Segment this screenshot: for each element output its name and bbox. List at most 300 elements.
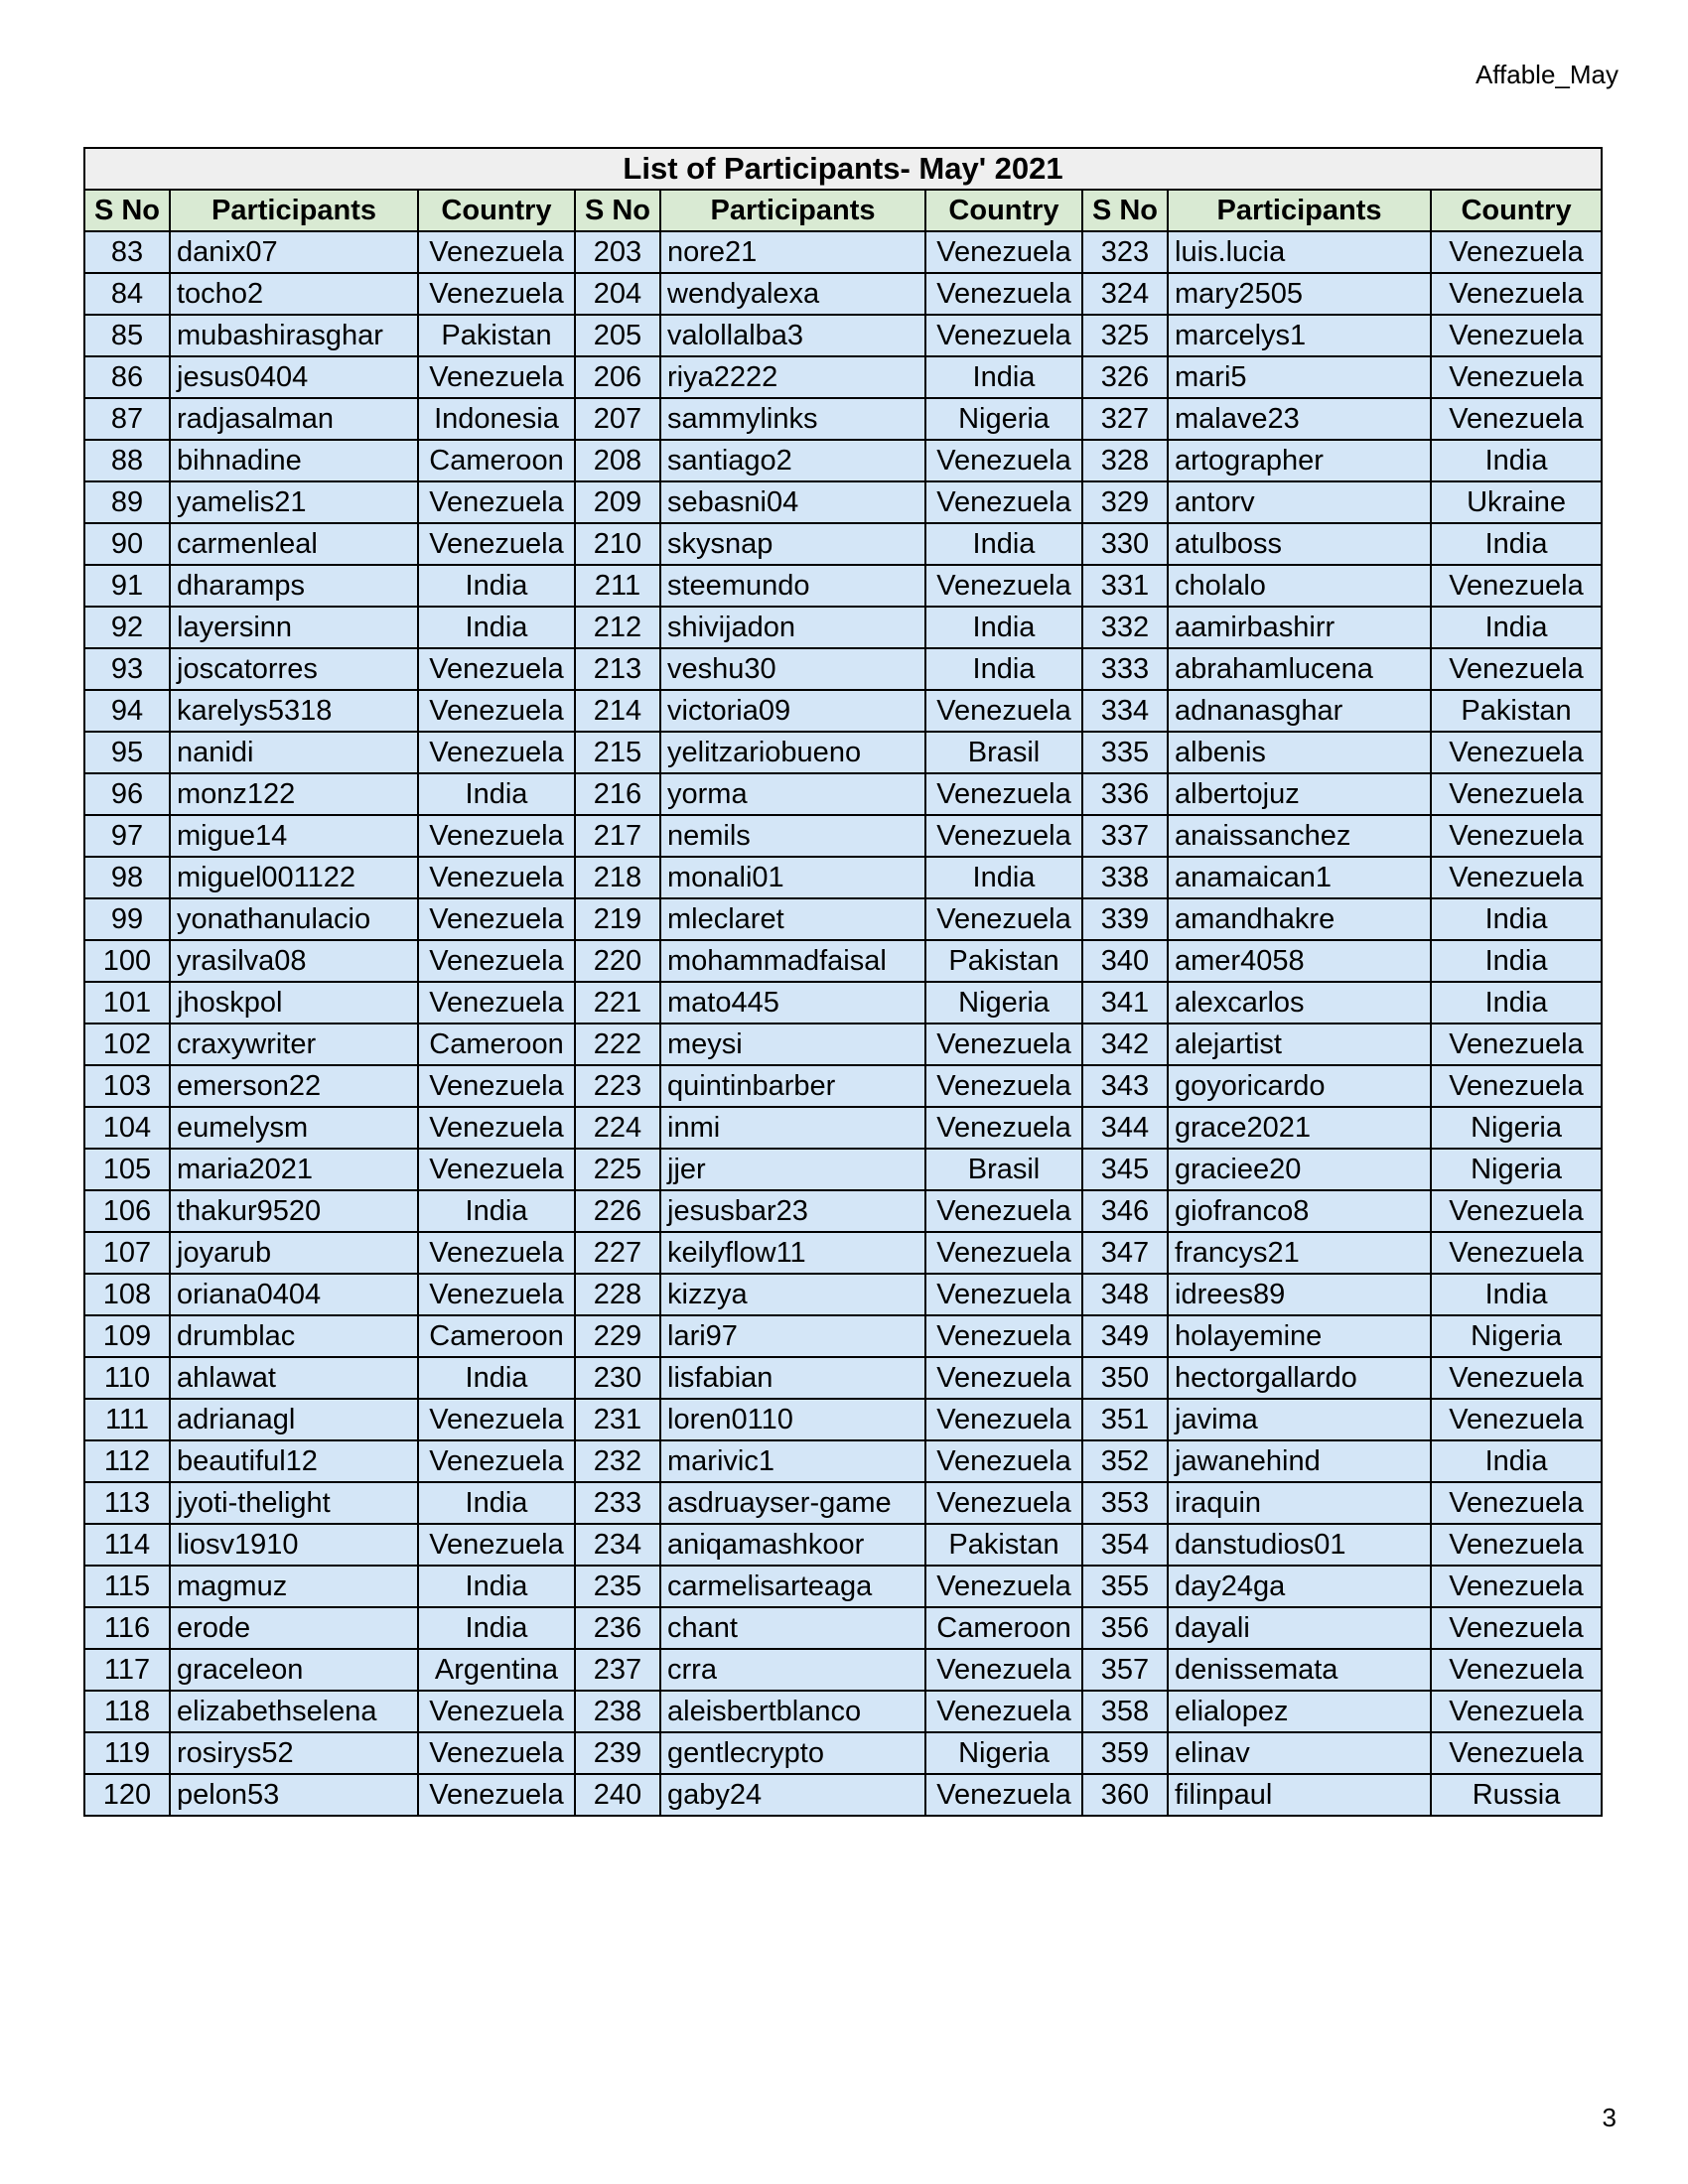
serial-number-cell: 85 (84, 315, 170, 356)
serial-number-cell: 89 (84, 481, 170, 523)
serial-number-cell: 95 (84, 732, 170, 773)
participant-cell: nemils (660, 815, 925, 857)
serial-number-cell: 353 (1082, 1482, 1168, 1524)
serial-number-cell: 211 (575, 565, 660, 607)
serial-number-cell: 88 (84, 440, 170, 481)
country-cell: Venezuela (1431, 565, 1602, 607)
participant-cell: kizzya (660, 1274, 925, 1315)
country-cell: Cameroon (418, 1315, 575, 1357)
participant-cell: goyoricardo (1168, 1065, 1431, 1107)
serial-number-cell: 348 (1082, 1274, 1168, 1315)
country-cell: India (925, 857, 1082, 898)
table-row (84, 982, 1602, 1024)
serial-number-cell: 339 (1082, 898, 1168, 940)
participant-cell: dharamps (170, 565, 418, 607)
serial-number-cell: 93 (84, 648, 170, 690)
serial-number-cell: 336 (1082, 773, 1168, 815)
serial-number-cell: 359 (1082, 1732, 1168, 1774)
participant-cell: jesusbar23 (660, 1190, 925, 1232)
participant-cell: graceleon (170, 1649, 418, 1691)
table-row (84, 1274, 1602, 1315)
serial-number-cell: 338 (1082, 857, 1168, 898)
country-cell: Venezuela (418, 1274, 575, 1315)
serial-number-cell: 340 (1082, 940, 1168, 982)
participant-cell: yorma (660, 773, 925, 815)
serial-number-cell: 330 (1082, 523, 1168, 565)
country-cell: Pakistan (418, 315, 575, 356)
serial-number-cell: 115 (84, 1566, 170, 1607)
country-cell: Venezuela (418, 982, 575, 1024)
country-cell: Venezuela (925, 1482, 1082, 1524)
participant-cell: francys21 (1168, 1232, 1431, 1274)
participant-cell: sebasni04 (660, 481, 925, 523)
participant-cell: jjer (660, 1149, 925, 1190)
serial-number-cell: 222 (575, 1024, 660, 1065)
participant-cell: rosirys52 (170, 1732, 418, 1774)
country-cell: Venezuela (1431, 773, 1602, 815)
table-row (84, 1774, 1602, 1816)
table-row (84, 1399, 1602, 1440)
serial-number-cell: 345 (1082, 1149, 1168, 1190)
country-cell: Venezuela (925, 1440, 1082, 1482)
country-cell: Venezuela (1431, 1607, 1602, 1649)
participant-cell: jesus0404 (170, 356, 418, 398)
country-cell: Pakistan (925, 1524, 1082, 1566)
serial-number-cell: 347 (1082, 1232, 1168, 1274)
country-cell: India (418, 1607, 575, 1649)
country-cell: Venezuela (418, 1774, 575, 1816)
table-row (84, 1649, 1602, 1691)
serial-number-cell: 205 (575, 315, 660, 356)
serial-number-cell: 226 (575, 1190, 660, 1232)
serial-number-cell: 349 (1082, 1315, 1168, 1357)
participant-cell: atulboss (1168, 523, 1431, 565)
serial-number-cell: 100 (84, 940, 170, 982)
serial-number-cell: 337 (1082, 815, 1168, 857)
country-cell: India (1431, 1440, 1602, 1482)
country-cell: India (925, 356, 1082, 398)
country-cell: Venezuela (418, 1440, 575, 1482)
serial-number-cell: 117 (84, 1649, 170, 1691)
table-row (84, 1315, 1602, 1357)
serial-number-cell: 110 (84, 1357, 170, 1399)
serial-number-cell: 230 (575, 1357, 660, 1399)
participant-cell: emerson22 (170, 1065, 418, 1107)
country-cell: Venezuela (925, 1107, 1082, 1149)
participant-cell: cholalo (1168, 565, 1431, 607)
participant-cell: elizabethselena (170, 1691, 418, 1732)
column-header: Country (418, 190, 575, 231)
country-cell: India (1431, 982, 1602, 1024)
serial-number-cell: 231 (575, 1399, 660, 1440)
country-cell: Venezuela (418, 1065, 575, 1107)
country-cell: India (418, 1482, 575, 1524)
table-row (84, 1065, 1602, 1107)
participant-cell: monali01 (660, 857, 925, 898)
country-cell: Cameroon (418, 1024, 575, 1065)
participant-cell: beautiful12 (170, 1440, 418, 1482)
table-row (84, 1732, 1602, 1774)
serial-number-cell: 119 (84, 1732, 170, 1774)
country-cell: Venezuela (1431, 231, 1602, 273)
participant-cell: mari5 (1168, 356, 1431, 398)
participant-cell: iraquin (1168, 1482, 1431, 1524)
serial-number-cell: 218 (575, 857, 660, 898)
serial-number-cell: 335 (1082, 732, 1168, 773)
column-header-row (84, 190, 1602, 231)
country-cell: Venezuela (925, 898, 1082, 940)
serial-number-cell: 329 (1082, 481, 1168, 523)
serial-number-cell: 97 (84, 815, 170, 857)
serial-number-cell: 102 (84, 1024, 170, 1065)
serial-number-cell: 118 (84, 1691, 170, 1732)
serial-number-cell: 334 (1082, 690, 1168, 732)
participant-cell: yonathanulacio (170, 898, 418, 940)
table-row (84, 1024, 1602, 1065)
serial-number-cell: 111 (84, 1399, 170, 1440)
country-cell: Venezuela (925, 440, 1082, 481)
country-cell: Pakistan (925, 940, 1082, 982)
serial-number-cell: 358 (1082, 1691, 1168, 1732)
country-cell: Venezuela (418, 1232, 575, 1274)
country-cell: Venezuela (925, 1399, 1082, 1440)
serial-number-cell: 232 (575, 1440, 660, 1482)
serial-number-cell: 101 (84, 982, 170, 1024)
serial-number-cell: 234 (575, 1524, 660, 1566)
serial-number-cell: 217 (575, 815, 660, 857)
country-cell: Venezuela (418, 1107, 575, 1149)
country-cell: Nigeria (925, 982, 1082, 1024)
participant-cell: maria2021 (170, 1149, 418, 1190)
country-cell: Russia (1431, 1774, 1602, 1816)
participant-cell: pelon53 (170, 1774, 418, 1816)
serial-number-cell: 112 (84, 1440, 170, 1482)
document-header: Affable_May (1475, 60, 1618, 89)
serial-number-cell: 235 (575, 1566, 660, 1607)
participant-cell: karelys5318 (170, 690, 418, 732)
serial-number-cell: 341 (1082, 982, 1168, 1024)
country-cell: Nigeria (1431, 1149, 1602, 1190)
country-cell: Venezuela (418, 940, 575, 982)
table-row (84, 648, 1602, 690)
table-row (84, 1607, 1602, 1649)
serial-number-cell: 84 (84, 273, 170, 315)
participant-cell: joyarub (170, 1232, 418, 1274)
serial-number-cell: 215 (575, 732, 660, 773)
participant-cell: riya2222 (660, 356, 925, 398)
country-cell: Ukraine (1431, 481, 1602, 523)
serial-number-cell: 352 (1082, 1440, 1168, 1482)
participant-cell: chant (660, 1607, 925, 1649)
country-cell: Venezuela (1431, 1649, 1602, 1691)
country-cell: Venezuela (418, 648, 575, 690)
table-row (84, 690, 1602, 732)
country-cell: Nigeria (925, 398, 1082, 440)
participant-cell: crra (660, 1649, 925, 1691)
country-cell: Venezuela (1431, 648, 1602, 690)
serial-number-cell: 120 (84, 1774, 170, 1816)
participant-cell: thakur9520 (170, 1190, 418, 1232)
participant-cell: anamaican1 (1168, 857, 1431, 898)
participant-cell: erode (170, 1607, 418, 1649)
serial-number-cell: 323 (1082, 231, 1168, 273)
country-cell: Venezuela (1431, 1399, 1602, 1440)
participant-cell: artographer (1168, 440, 1431, 481)
serial-number-cell: 94 (84, 690, 170, 732)
country-cell: Venezuela (925, 1649, 1082, 1691)
serial-number-cell: 355 (1082, 1566, 1168, 1607)
country-cell: India (925, 607, 1082, 648)
participant-cell: day24ga (1168, 1566, 1431, 1607)
participant-cell: radjasalman (170, 398, 418, 440)
country-cell: India (418, 1566, 575, 1607)
country-cell: Venezuela (418, 815, 575, 857)
country-cell: Venezuela (1431, 815, 1602, 857)
participant-cell: magmuz (170, 1566, 418, 1607)
participant-cell: amer4058 (1168, 940, 1431, 982)
serial-number-cell: 228 (575, 1274, 660, 1315)
serial-number-cell: 107 (84, 1232, 170, 1274)
country-cell: Venezuela (1431, 857, 1602, 898)
participant-cell: holayemine (1168, 1315, 1431, 1357)
country-cell: Venezuela (1431, 1524, 1602, 1566)
table-row (84, 898, 1602, 940)
country-cell: India (1431, 523, 1602, 565)
column-header: Country (925, 190, 1082, 231)
participant-cell: valollalba3 (660, 315, 925, 356)
serial-number-cell: 327 (1082, 398, 1168, 440)
serial-number-cell: 83 (84, 231, 170, 273)
serial-number-cell: 350 (1082, 1357, 1168, 1399)
participant-cell: mary2505 (1168, 273, 1431, 315)
participant-cell: aleisbertblanco (660, 1691, 925, 1732)
participant-cell: albertojuz (1168, 773, 1431, 815)
participant-cell: ahlawat (170, 1357, 418, 1399)
table-body (84, 231, 1602, 1816)
serial-number-cell: 212 (575, 607, 660, 648)
column-header: S No (84, 190, 170, 231)
participant-cell: sammylinks (660, 398, 925, 440)
participant-cell: marivic1 (660, 1440, 925, 1482)
table-row (84, 398, 1602, 440)
participant-cell: bihnadine (170, 440, 418, 481)
table-row (84, 1524, 1602, 1566)
participant-cell: wendyalexa (660, 273, 925, 315)
participant-cell: carmelisarteaga (660, 1566, 925, 1607)
participant-cell: jawanehind (1168, 1440, 1431, 1482)
serial-number-cell: 203 (575, 231, 660, 273)
table-row (84, 356, 1602, 398)
table-row (84, 231, 1602, 273)
country-cell: India (418, 565, 575, 607)
serial-number-cell: 103 (84, 1065, 170, 1107)
participant-cell: carmenleal (170, 523, 418, 565)
column-header: S No (1082, 190, 1168, 231)
country-cell: Venezuela (418, 523, 575, 565)
serial-number-cell: 342 (1082, 1024, 1168, 1065)
serial-number-cell: 238 (575, 1691, 660, 1732)
serial-number-cell: 87 (84, 398, 170, 440)
participant-cell: adrianagl (170, 1399, 418, 1440)
country-cell: Venezuela (1431, 398, 1602, 440)
country-cell: Venezuela (1431, 315, 1602, 356)
table-row (84, 1482, 1602, 1524)
serial-number-cell: 206 (575, 356, 660, 398)
participant-cell: elialopez (1168, 1691, 1431, 1732)
participant-cell: inmi (660, 1107, 925, 1149)
table-row (84, 815, 1602, 857)
participant-cell: asdruayser-game (660, 1482, 925, 1524)
serial-number-cell: 239 (575, 1732, 660, 1774)
country-cell: Venezuela (418, 1399, 575, 1440)
participant-cell: shivijadon (660, 607, 925, 648)
country-cell: Venezuela (1431, 1357, 1602, 1399)
participant-cell: yamelis21 (170, 481, 418, 523)
country-cell: India (418, 1190, 575, 1232)
serial-number-cell: 233 (575, 1482, 660, 1524)
country-cell: Venezuela (1431, 1190, 1602, 1232)
country-cell: Venezuela (925, 1566, 1082, 1607)
participant-cell: jyoti-thelight (170, 1482, 418, 1524)
serial-number-cell: 106 (84, 1190, 170, 1232)
participant-cell: elinav (1168, 1732, 1431, 1774)
participant-cell: giofranco8 (1168, 1190, 1431, 1232)
serial-number-cell: 351 (1082, 1399, 1168, 1440)
country-cell: India (1431, 607, 1602, 648)
table-row (84, 1149, 1602, 1190)
column-header: Participants (170, 190, 418, 231)
participant-cell: danix07 (170, 231, 418, 273)
participant-cell: abrahamlucena (1168, 648, 1431, 690)
table-row (84, 523, 1602, 565)
participant-cell: luis.lucia (1168, 231, 1431, 273)
country-cell: Venezuela (1431, 1566, 1602, 1607)
serial-number-cell: 108 (84, 1274, 170, 1315)
serial-number-cell: 207 (575, 398, 660, 440)
country-cell: Indonesia (418, 398, 575, 440)
country-cell: Brasil (925, 732, 1082, 773)
country-cell: Venezuela (1431, 1232, 1602, 1274)
serial-number-cell: 332 (1082, 607, 1168, 648)
country-cell: India (1431, 940, 1602, 982)
participant-cell: drumblac (170, 1315, 418, 1357)
serial-number-cell: 360 (1082, 1774, 1168, 1816)
country-cell: Venezuela (418, 1524, 575, 1566)
participant-cell: javima (1168, 1399, 1431, 1440)
country-cell: Venezuela (925, 315, 1082, 356)
country-cell: Venezuela (418, 732, 575, 773)
participant-cell: adnanasghar (1168, 690, 1431, 732)
participant-cell: monz122 (170, 773, 418, 815)
country-cell: Nigeria (925, 1732, 1082, 1774)
serial-number-cell: 86 (84, 356, 170, 398)
country-cell: Venezuela (925, 565, 1082, 607)
participant-cell: miguel001122 (170, 857, 418, 898)
country-cell: Argentina (418, 1649, 575, 1691)
participant-cell: alejartist (1168, 1024, 1431, 1065)
serial-number-cell: 92 (84, 607, 170, 648)
participant-cell: jhoskpol (170, 982, 418, 1024)
participant-cell: keilyflow11 (660, 1232, 925, 1274)
participant-cell: aamirbashirr (1168, 607, 1431, 648)
country-cell: Venezuela (1431, 1024, 1602, 1065)
serial-number-cell: 225 (575, 1149, 660, 1190)
table-row (84, 1440, 1602, 1482)
serial-number-cell: 90 (84, 523, 170, 565)
country-cell: Venezuela (1431, 356, 1602, 398)
participant-cell: gaby24 (660, 1774, 925, 1816)
serial-number-cell: 224 (575, 1107, 660, 1149)
country-cell: Venezuela (925, 1315, 1082, 1357)
country-cell: Pakistan (1431, 690, 1602, 732)
table-row (84, 857, 1602, 898)
country-cell: Venezuela (418, 273, 575, 315)
serial-number-cell: 105 (84, 1149, 170, 1190)
serial-number-cell: 227 (575, 1232, 660, 1274)
participant-cell: mohammadfaisal (660, 940, 925, 982)
serial-number-cell: 221 (575, 982, 660, 1024)
participant-cell: idrees89 (1168, 1274, 1431, 1315)
country-cell: Cameroon (418, 440, 575, 481)
country-cell: Venezuela (1431, 273, 1602, 315)
serial-number-cell: 91 (84, 565, 170, 607)
participant-cell: liosv1910 (170, 1524, 418, 1566)
country-cell: Cameroon (925, 1607, 1082, 1649)
participant-cell: hectorgallardo (1168, 1357, 1431, 1399)
country-cell: Venezuela (1431, 1691, 1602, 1732)
serial-number-cell: 210 (575, 523, 660, 565)
participant-cell: loren0110 (660, 1399, 925, 1440)
country-cell: Nigeria (1431, 1107, 1602, 1149)
participant-cell: danstudios01 (1168, 1524, 1431, 1566)
serial-number-cell: 113 (84, 1482, 170, 1524)
participant-cell: amandhakre (1168, 898, 1431, 940)
country-cell: Venezuela (925, 481, 1082, 523)
serial-number-cell: 326 (1082, 356, 1168, 398)
serial-number-cell: 209 (575, 481, 660, 523)
column-header: Participants (660, 190, 925, 231)
participant-cell: gentlecrypto (660, 1732, 925, 1774)
participant-cell: nanidi (170, 732, 418, 773)
participants-table (83, 147, 1603, 1817)
table-row (84, 315, 1602, 356)
serial-number-cell: 324 (1082, 273, 1168, 315)
country-cell: India (925, 648, 1082, 690)
participant-cell: mato445 (660, 982, 925, 1024)
country-cell: Venezuela (925, 273, 1082, 315)
participant-cell: aniqamashkoor (660, 1524, 925, 1566)
country-cell: Venezuela (1431, 1065, 1602, 1107)
participant-cell: filinpaul (1168, 1774, 1431, 1816)
table-row (84, 1190, 1602, 1232)
serial-number-cell: 354 (1082, 1524, 1168, 1566)
participant-cell: yrasilva08 (170, 940, 418, 982)
country-cell: Venezuela (418, 356, 575, 398)
serial-number-cell: 328 (1082, 440, 1168, 481)
column-header: Participants (1168, 190, 1431, 231)
table-row (84, 1691, 1602, 1732)
participant-cell: yelitzariobueno (660, 732, 925, 773)
country-cell: Venezuela (925, 1232, 1082, 1274)
country-cell: Venezuela (1431, 1482, 1602, 1524)
country-cell: Venezuela (925, 1190, 1082, 1232)
table-row (84, 440, 1602, 481)
serial-number-cell: 98 (84, 857, 170, 898)
serial-number-cell: 344 (1082, 1107, 1168, 1149)
participant-cell: malave23 (1168, 398, 1431, 440)
country-cell: India (1431, 440, 1602, 481)
participant-cell: oriana0404 (170, 1274, 418, 1315)
